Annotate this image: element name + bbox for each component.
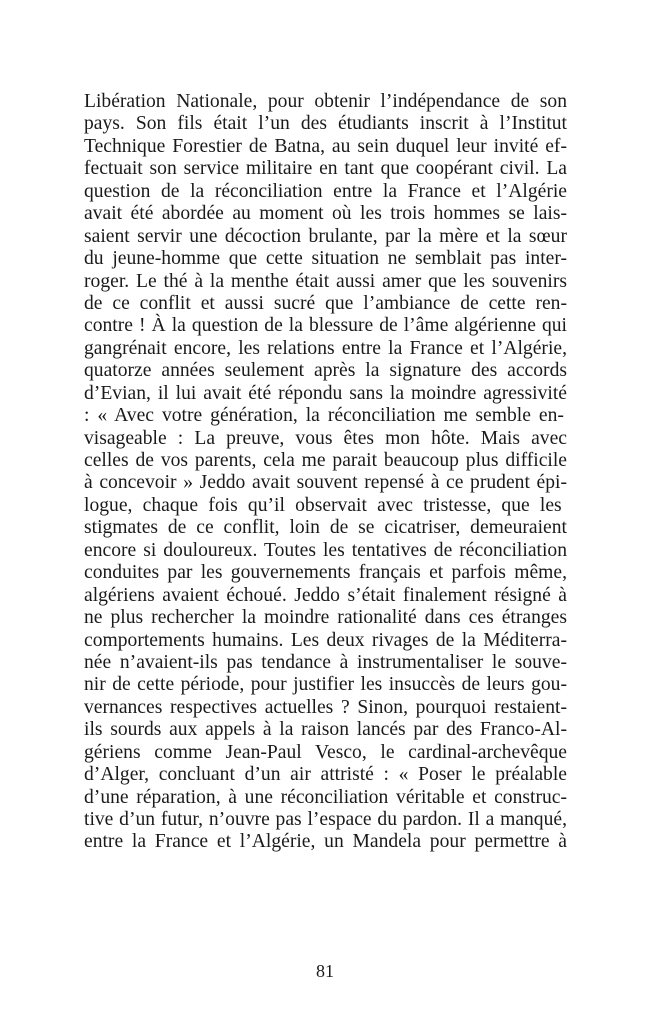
text-line: née n’avaient-ils pas tendance à instrumentaliser le souve- bbox=[84, 651, 567, 673]
text-line: avait été abordée au moment où les trois hommes se lais- bbox=[84, 203, 567, 225]
text-line: roger. Le thé à la menthe était aussi amer que les souvenirs bbox=[84, 270, 567, 292]
page-number: 81 bbox=[316, 961, 334, 981]
text-line: gangrénait encore, les relations entre la France et l’Algérie, bbox=[84, 337, 567, 359]
text-line: tive d’un futur, n’ouvre pas l’espace du pardon. Il a manqué, bbox=[84, 809, 568, 830]
text-line: fectuait son service militaire en tant que coopérant civil. La bbox=[84, 158, 567, 180]
text-line: saient servir une décoction brulante, par la mère et la sœur bbox=[84, 225, 567, 247]
text-line: à concevoir » Jeddo avait souvent repensé à ce prudent épi- bbox=[84, 472, 567, 494]
text-line: vernances respectives actuelles ? Sinon, pourquoi restaient- bbox=[84, 696, 567, 718]
text-line: Libération Nationale, pour obtenir l’indépendance de son bbox=[84, 91, 567, 112]
text-line: d’Evian, il lui avait été répondu sans la moindre agressivité bbox=[84, 382, 567, 404]
text-line: logue, chaque fois qu’il observait avec tristesse, que les bbox=[84, 494, 562, 516]
body-text bbox=[84, 91, 567, 854]
text-line: question de la réconciliation entre la France et l’Algérie bbox=[84, 180, 567, 202]
text-line: de ce conflit et aussi sucré que l’ambiance de cette ren- bbox=[84, 292, 567, 314]
text-line: visageable : La preuve, vous êtes mon hôte. Mais avec bbox=[84, 427, 567, 449]
text-line: pays. Son fils était l’un des étudiants inscrit à l’Institut bbox=[84, 113, 568, 135]
text-line: : « Avec votre génération, la réconciliation me semble en- bbox=[84, 405, 564, 427]
text-line: gériens comme Jean-Paul Vesco, le cardinal-archevêque bbox=[84, 741, 567, 763]
text-line: d’Alger, concluant d’un air attristé : « Poser le préalable bbox=[84, 764, 567, 786]
text-line: du jeune-homme que cette situation ne semblait pas inter- bbox=[84, 248, 567, 270]
text-line: contre ! À la question de la blessure de l’âme algérienne qui bbox=[84, 315, 567, 337]
text-line: encore si douloureux. Toutes les tentatives de réconciliation bbox=[84, 539, 567, 561]
text-line: nir de cette période, pour justifier les insuccès de leurs gou- bbox=[84, 674, 568, 696]
text-line: stigmates de ce conflit, loin de se cicatriser, demeuraient bbox=[84, 517, 567, 539]
text-line: d’une réparation, à une réconciliation véritable et construc- bbox=[84, 786, 567, 808]
text-line: Technique Forestier de Batna, au sein duquel leur invité ef- bbox=[84, 135, 567, 157]
text-line: entre la France et l’Algérie, un Mandela pour permettre à bbox=[84, 831, 567, 853]
text-line: comportements humains. Les deux rivages de la Méditerra- bbox=[84, 629, 567, 651]
text-line: quatorze années seulement après la signature des accords bbox=[84, 360, 567, 382]
text-line: conduites par les gouvernements français et parfois même, bbox=[84, 562, 567, 584]
text-line: ils sourds aux appels à la raison lancés par des Franco-Al- bbox=[84, 719, 567, 741]
text-line: ne plus rechercher la moindre rationalité dans ces étranges bbox=[84, 607, 567, 629]
text-line: celles de vos parents, cela me parait beaucoup plus difficile bbox=[84, 450, 567, 471]
text-line: algériens avaient échoué. Jeddo s’était finalement résigné à bbox=[84, 584, 567, 606]
